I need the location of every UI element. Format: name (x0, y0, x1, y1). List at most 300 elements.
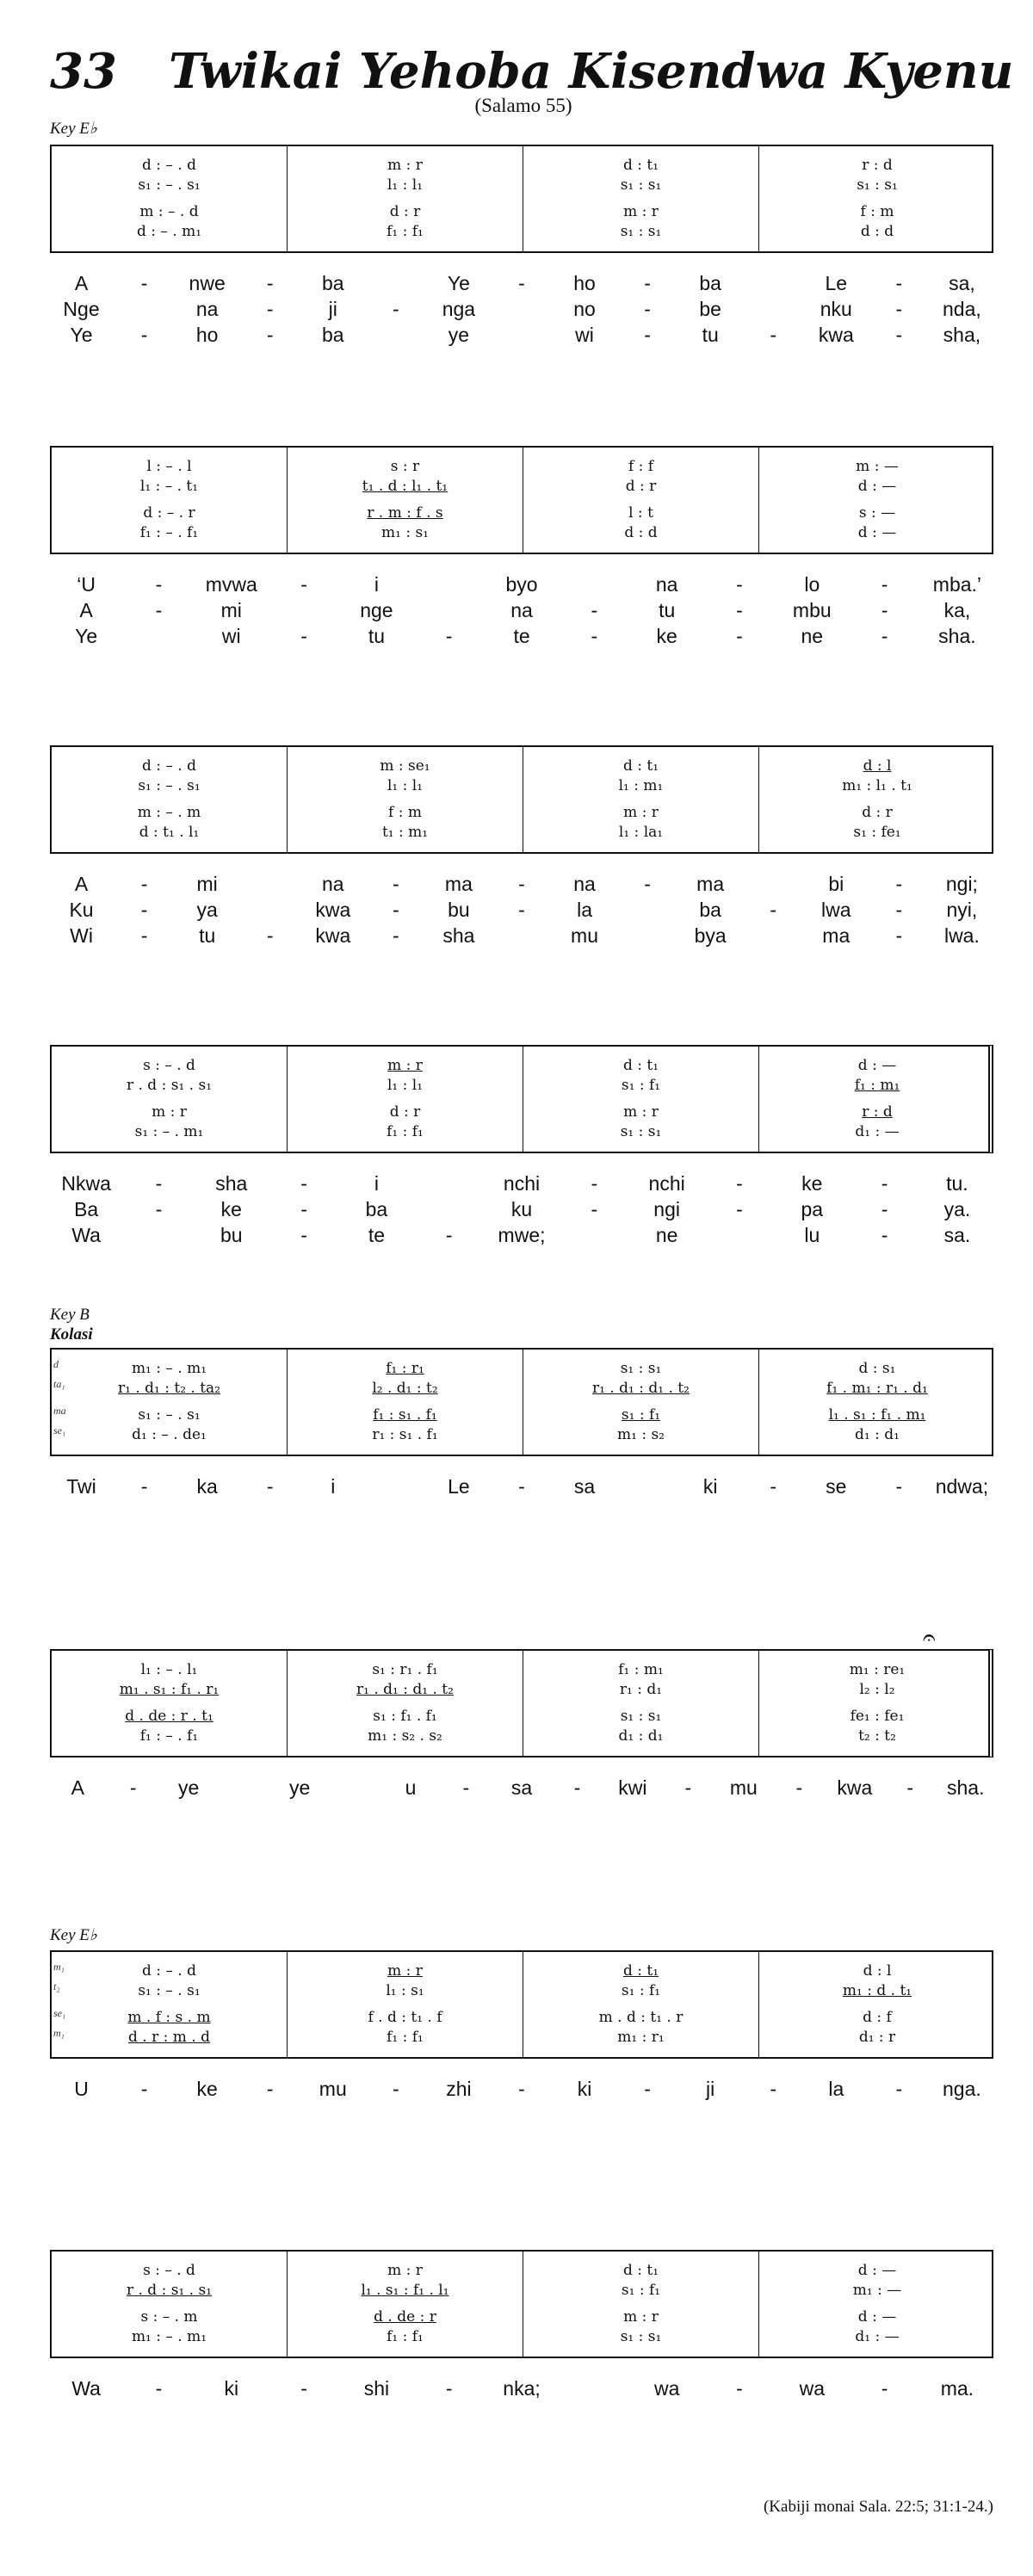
lyric-syllable (122, 625, 195, 651)
solfa-notes: m : – . d (139, 203, 199, 220)
note-row (288, 802, 523, 823)
solfa-notes: d . r : m . d (128, 2029, 210, 2046)
syllable-hyphen: - (895, 924, 903, 947)
syllable-hyphen: - (518, 899, 525, 921)
note-row (288, 775, 523, 796)
lyric-line (50, 2078, 993, 2103)
lyric-syllable: ki (702, 1475, 718, 1498)
note-row (52, 175, 287, 195)
solfa-notes: s₁ : f₁ (621, 1077, 661, 1094)
note-row (523, 2027, 758, 2048)
lyric-syllable: ke (196, 2078, 218, 2100)
hymn-subtitle: (Salamo 55) (474, 95, 572, 116)
syllable-hyphen: - (393, 298, 399, 320)
note-row (523, 476, 758, 497)
lyric-syllable: sha (442, 924, 475, 947)
lyric-syllable: wi (575, 324, 594, 346)
note-row (52, 1424, 287, 1445)
lyric-syllable: na (321, 873, 344, 895)
note-row (523, 1378, 758, 1399)
lyric-syllable: ma (822, 924, 851, 947)
lyric-syllable: ngi (653, 1198, 680, 1220)
solfa-notes: m : r (387, 157, 423, 174)
measure (288, 146, 523, 251)
solfa-notes: f₁ : m₁ (854, 1077, 900, 1094)
syllable-hyphen: - (881, 573, 888, 596)
voice-mark: d (53, 1358, 59, 1370)
staff (50, 1348, 993, 1456)
lyric-syllable: kwi (618, 1776, 647, 1799)
note-row (759, 476, 995, 497)
solfa-notes: d₁ : d₁ (618, 1727, 664, 1745)
note-row (288, 2007, 523, 2028)
lyric-syllable: byo (505, 573, 538, 596)
measure (523, 1952, 759, 2057)
lyric-syllable: lu (804, 1224, 820, 1246)
solfa-notes: r₁ : s₁ . f₁ (372, 1426, 438, 1443)
lyric-syllable: ji (328, 298, 337, 320)
solfa-notes: m : r (623, 1103, 659, 1121)
syllable-hyphen: - (300, 2377, 307, 2400)
section-label-kolasi: Kolasi (50, 1325, 93, 1344)
lyric-syllable: u (405, 1776, 417, 1799)
lyric-syllable: mi (220, 599, 242, 621)
note-row (52, 155, 287, 176)
solfa-notes: m : r (623, 2308, 659, 2326)
lyric-syllable (616, 1475, 679, 1501)
hymn-header (50, 43, 1014, 120)
solfa-notes: r₁ : d₁ (619, 1681, 663, 1698)
note-row (523, 1102, 758, 1122)
syllable-hyphen: - (736, 573, 743, 596)
lyric-syllable: ku (510, 1198, 533, 1220)
note-row (52, 2027, 287, 2048)
measure (759, 146, 995, 251)
solfa-notes: d : r (862, 804, 893, 821)
lyric-syllable: Ye (70, 324, 93, 346)
solfa-notes: r : d (862, 157, 893, 174)
lyric-line (50, 272, 993, 298)
lyric-syllable: wa (799, 2377, 825, 2400)
solfa-notes: l : – . l (146, 458, 192, 475)
solfa-notes: d : r (389, 203, 421, 220)
solfa-notes: d₁ : r (858, 2029, 896, 2046)
voice-mark: t₂ (53, 1980, 60, 1992)
note-row (52, 775, 287, 796)
note-row (288, 155, 523, 176)
lyric-syllable (216, 1776, 271, 1802)
lyric-syllable: ho (573, 272, 596, 294)
note-row (759, 802, 995, 823)
note-row (52, 756, 287, 776)
lyric-syllable: no (573, 298, 596, 320)
solfa-notes: d : l (863, 757, 892, 775)
syllable-hyphen: - (266, 2078, 274, 2100)
solfa-notes: f₁ : – . f₁ (139, 524, 199, 541)
solfa-notes: f₁ : f₁ (387, 1123, 424, 1140)
note-row (523, 1679, 758, 1700)
lyric-syllable: sa (573, 1475, 596, 1498)
solfa-notes: d . de : r . t₁ (125, 1708, 213, 1725)
solfa-notes: d₁ : — (855, 2328, 900, 2345)
solfa-notes: d : t₁ (622, 2262, 659, 2279)
note-row (52, 1358, 287, 1379)
lyric-syllable (122, 1224, 195, 1250)
note-row (288, 1980, 523, 2001)
note-row (52, 822, 287, 843)
lyric-line (50, 625, 993, 651)
note-row (759, 1358, 995, 1379)
note-row (52, 201, 287, 222)
syllable-hyphen: - (736, 1172, 743, 1195)
syllable-hyphen: - (266, 298, 274, 320)
lyric-syllable: tu (702, 324, 719, 346)
note-row (759, 221, 995, 242)
measure (523, 1350, 759, 1455)
syllable-hyphen: - (140, 324, 148, 346)
syllable-hyphen: - (591, 625, 598, 647)
syllable-hyphen: - (300, 1172, 307, 1195)
lyric-syllable: kwa (315, 924, 351, 947)
note-row (759, 1121, 995, 1142)
note-row (52, 1961, 287, 1981)
note-row (759, 522, 995, 543)
note-row (523, 2007, 758, 2028)
lyric-syllable: ki (224, 2377, 239, 2400)
lyric-syllable: ba (699, 899, 721, 921)
note-row (523, 1980, 758, 2001)
syllable-hyphen: - (644, 873, 651, 895)
hymn-number: 33 (50, 43, 117, 100)
measure (288, 1952, 523, 2057)
measure (523, 146, 759, 251)
syllable-hyphen: - (895, 2078, 903, 2100)
voice-mark: se₁ (53, 1424, 66, 1436)
note-row (759, 2280, 995, 2301)
syllable-hyphen: - (736, 599, 743, 621)
lyric-syllable: ye (288, 1776, 311, 1799)
syllable-hyphen: - (300, 573, 307, 596)
lyric-syllable: nga (442, 298, 476, 320)
lyric-syllable (413, 599, 486, 625)
staff (50, 2250, 993, 2358)
solfa-notes: s₁ : – . s₁ (138, 1982, 201, 1999)
lyrics-block (50, 1776, 993, 1802)
solfa-notes: f₁ : f₁ (387, 223, 424, 240)
measure (288, 747, 523, 852)
syllable-hyphen: - (393, 899, 399, 921)
note-row (288, 201, 523, 222)
syllable-hyphen: - (140, 1475, 148, 1498)
syllable-hyphen: - (895, 298, 903, 320)
note-row (759, 201, 995, 222)
note-row (523, 1075, 758, 1096)
lyric-syllable: Ye (447, 272, 470, 294)
lyric-syllable: ya (196, 899, 218, 921)
solfa-notes: s₁ : – . s₁ (138, 176, 201, 194)
note-row (759, 1378, 995, 1399)
lyric-line (50, 873, 993, 899)
solfa-notes: m : – . m (137, 804, 201, 821)
lyric-syllable (364, 324, 427, 349)
note-row (288, 2280, 523, 2301)
solfa-notes: d : – . m₁ (136, 223, 202, 240)
lyrics-block (50, 2377, 993, 2403)
note-row (52, 476, 287, 497)
solfa-notes: d : f (863, 2009, 892, 2026)
voice-mark: se₁ (53, 2007, 66, 2019)
lyric-syllable: te (513, 625, 530, 647)
measure (523, 2252, 759, 2357)
lyric-line (50, 1172, 993, 1198)
note-row (759, 822, 995, 843)
lyric-syllable: nku (820, 298, 852, 320)
note-row (523, 1706, 758, 1727)
syllable-hyphen: - (770, 899, 777, 921)
syllable-hyphen: - (644, 272, 651, 294)
note-row (52, 1659, 287, 1680)
voice-mark: m₁ (53, 1961, 65, 1973)
solfa-notes: r : d (862, 1103, 893, 1121)
lyric-syllable: bi (828, 873, 844, 895)
lyric-line (50, 324, 993, 349)
lyrics-block (50, 1172, 993, 1250)
lyric-syllable: Nkwa (61, 1172, 111, 1195)
lyric-syllable: shi (363, 2377, 390, 2400)
hymn-title: Twikai Yehoba Kisendwa Kyenu (169, 43, 1014, 100)
solfa-notes: m : r (623, 804, 659, 821)
syllable-hyphen: - (881, 1224, 888, 1246)
note-row (523, 2260, 758, 2281)
solfa-notes: s₁ : fe₁ (853, 824, 901, 841)
solfa-notes: d : s₁ (858, 1360, 896, 1377)
key-signature-3: Key E♭ (50, 1926, 97, 1944)
note-row (52, 802, 287, 823)
solfa-notes: m : se₁ (380, 757, 430, 775)
lyric-syllable: nchi (648, 1172, 685, 1195)
lyric-syllable: bu (448, 899, 470, 921)
staff (50, 1045, 993, 1153)
note-row (288, 1102, 523, 1122)
lyric-syllable: A (71, 1776, 84, 1799)
measure (52, 146, 288, 251)
lyric-syllable: sha, (943, 324, 981, 346)
solfa-notes: d : — (857, 1057, 897, 1074)
lyric-syllable (703, 1224, 776, 1250)
lyric-syllable (490, 924, 553, 950)
lyric-syllable: lo (804, 573, 820, 596)
lyric-syllable: kwa (818, 324, 854, 346)
solfa-notes: s₁ : f₁ . f₁ (373, 1708, 437, 1725)
lyric-syllable (742, 924, 805, 950)
solfa-notes: m₁ : – . m₁ (131, 2328, 207, 2345)
syllable-hyphen: - (736, 1198, 743, 1220)
solfa-notes: l₁ : l₁ (387, 777, 424, 794)
solfa-notes: m₁ : s₁ (380, 524, 429, 541)
syllable-hyphen: - (770, 1475, 777, 1498)
solfa-notes: d . de : r (374, 2308, 436, 2326)
note-row (52, 1726, 287, 1746)
lyric-syllable: se (826, 1475, 847, 1498)
syllable-hyphen: - (644, 298, 651, 320)
lyric-syllable: sa (510, 1776, 533, 1799)
syllable-hyphen: - (266, 924, 274, 947)
lyric-syllable: nka; (503, 2377, 541, 2400)
solfa-notes: m : — (856, 458, 899, 475)
syllable-hyphen: - (518, 2078, 525, 2100)
note-row (523, 775, 758, 796)
note-row (288, 1679, 523, 1700)
lyric-syllable: ba (699, 272, 721, 294)
note-row (759, 503, 995, 523)
syllable-hyphen: - (770, 324, 777, 346)
solfa-notes: f₁ : s₁ . f₁ (373, 1406, 437, 1424)
note-row (288, 2326, 523, 2347)
lyric-syllable: tu (368, 625, 385, 647)
lyric-syllable: A (74, 873, 89, 895)
measure (523, 1047, 759, 1152)
syllable-hyphen: - (895, 272, 903, 294)
note-row (759, 2307, 995, 2327)
note-row (523, 1424, 758, 1445)
solfa-notes: m : r (152, 1103, 187, 1121)
note-row (523, 2326, 758, 2347)
note-row (288, 2307, 523, 2327)
solfa-notes: s₁ : s₁ (857, 176, 898, 194)
lyric-syllable: sa. (943, 1224, 971, 1246)
note-row (288, 175, 523, 195)
staff (50, 446, 993, 554)
note-row (759, 1679, 995, 1700)
lyric-line (50, 899, 993, 924)
note-row (288, 456, 523, 477)
lyric-syllable: nge (360, 599, 393, 621)
lyric-syllable (413, 1198, 486, 1224)
lyric-syllable (364, 1475, 427, 1501)
solfa-notes: t₁ : m₁ (381, 824, 429, 841)
lyric-syllable: ma (444, 873, 473, 895)
lyric-syllable: sha. (938, 625, 976, 647)
lyric-syllable (490, 324, 553, 349)
solfa-notes: d : – . d (141, 757, 196, 775)
lyrics-block (50, 272, 993, 349)
syllable-hyphen: - (736, 625, 743, 647)
lyric-syllable: ne (801, 625, 824, 647)
lyric-syllable: tu. (946, 1172, 968, 1195)
note-row (523, 221, 758, 242)
solfa-notes: d : t₁ . l₁ (139, 824, 200, 841)
lyric-syllable (616, 899, 679, 924)
syllable-hyphen: - (895, 899, 903, 921)
note-row (523, 155, 758, 176)
solfa-notes: f₁ : – . f₁ (139, 1727, 199, 1745)
note-row (288, 1405, 523, 1425)
lyric-line (50, 599, 993, 625)
syllable-hyphen: - (445, 625, 453, 647)
syllable-hyphen: - (155, 573, 163, 596)
syllable-hyphen: - (445, 2377, 453, 2400)
measure (288, 2252, 523, 2357)
lyric-syllable: sa, (949, 272, 975, 294)
note-row (288, 503, 523, 523)
solfa-notes: f₁ . m₁ : r₁ . d₁ (826, 1380, 928, 1397)
note-row (759, 1405, 995, 1425)
lyric-syllable: ka, (943, 599, 971, 621)
key-signature-2: Key B (50, 1306, 90, 1324)
lyric-syllable: ke (656, 625, 677, 647)
lyric-syllable: ke (220, 1198, 242, 1220)
solfa-notes: d : t₁ (622, 1962, 659, 1980)
lyric-syllable (413, 573, 486, 599)
note-row (523, 1055, 758, 1076)
solfa-notes: s : – . d (143, 1057, 195, 1074)
note-row (52, 1378, 287, 1399)
note-row (523, 2307, 758, 2327)
lyric-syllable: ba (321, 272, 344, 294)
syllable-hyphen: - (155, 1172, 163, 1195)
note-row (52, 1121, 287, 1142)
lyric-syllable: Wa (71, 2377, 101, 2400)
voice-mark: ma (53, 1405, 66, 1417)
solfa-notes: d : l (863, 1962, 892, 1980)
lyric-syllable (558, 573, 630, 599)
lyric-syllable: te (368, 1224, 385, 1246)
lyric-syllable: Le (825, 272, 848, 294)
solfa-notes: r₁ . d₁ : t₂ . ta₂ (117, 1380, 221, 1397)
syllable-hyphen: - (684, 1776, 692, 1799)
lyric-syllable: ma (696, 873, 725, 895)
lyric-syllable (558, 2377, 630, 2403)
lyric-syllable: wi (221, 625, 241, 647)
syllable-hyphen: - (895, 324, 903, 346)
lyric-line (50, 924, 993, 950)
solfa-notes: s₁ : f₁ (621, 2282, 661, 2299)
solfa-notes: l₂ : l₂ (859, 1681, 895, 1698)
lyric-syllable: Le (448, 1475, 470, 1498)
note-row (52, 503, 287, 523)
measure (52, 448, 288, 553)
solfa-notes: t₁ . d : l₁ . t₁ (362, 478, 448, 495)
solfa-notes: d : — (857, 2308, 897, 2326)
syllable-hyphen: - (518, 272, 525, 294)
note-row (759, 2007, 995, 2028)
lyric-syllable: sha. (946, 1776, 985, 1799)
syllable-hyphen: - (393, 2078, 399, 2100)
note-row (523, 1405, 758, 1425)
solfa-notes: s₁ : s₁ (620, 176, 662, 194)
syllable-hyphen: - (140, 924, 148, 947)
syllable-hyphen: - (266, 272, 274, 294)
note-row (759, 155, 995, 176)
lyric-syllable: nwe (189, 272, 226, 294)
note-row (288, 1075, 523, 1096)
lyric-syllable: ‘U (77, 573, 96, 596)
note-row (52, 221, 287, 242)
lyrics-block (50, 573, 993, 651)
lyric-syllable: ba (321, 324, 344, 346)
note-row (52, 2007, 287, 2028)
note-row (523, 175, 758, 195)
syllable-hyphen: - (591, 1198, 598, 1220)
note-row (52, 1102, 287, 1122)
lyric-line (50, 2377, 993, 2403)
note-row (288, 1424, 523, 1445)
solfa-notes: d : — (857, 478, 897, 495)
note-row (523, 1659, 758, 1680)
lyric-syllable: i (374, 573, 379, 596)
syllable-hyphen: - (881, 625, 888, 647)
solfa-notes: m₁ : re₁ (849, 1661, 906, 1678)
